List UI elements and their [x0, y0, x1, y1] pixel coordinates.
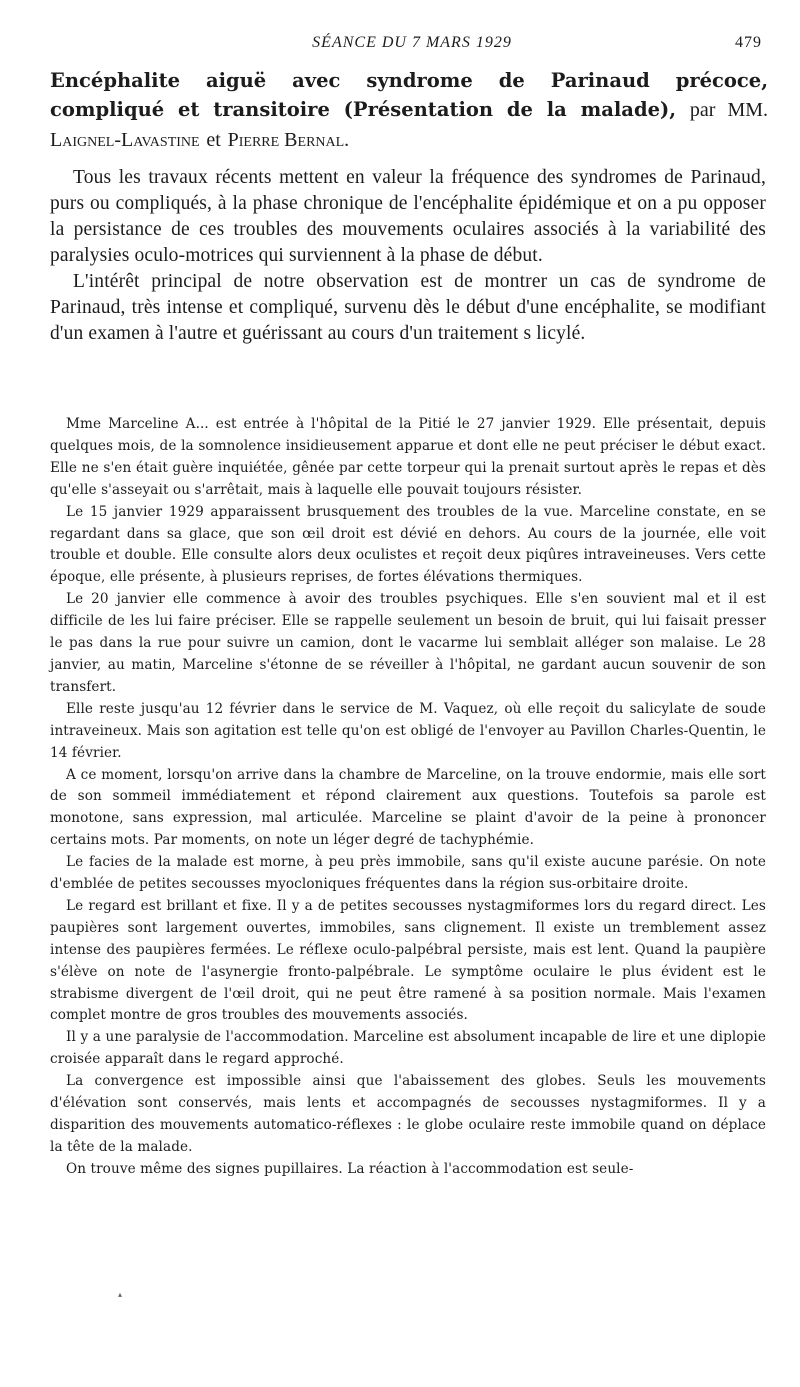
case-paragraph: A ce moment, lorsqu'on arrive dans la chambre de Marceline, on la trouve endormie, mais elle sort de son sommeil immédiatement et répond clairement aux questions. Toutefois sa parole est monotone, sans expression, mal articulée. Marceline se plaint d'avoir de la peine à prononcer certains mots. Par moments, on note un léger degré de tachyphémie.: [50, 766, 766, 849]
author-name-2: Pierre Bernal.: [227, 129, 350, 151]
case-paragraph: Il y a une paralysie de l'accommodation. Marceline est absolument incapable de lire et une diplopie croisée apparaît dans le regard approché.: [50, 1029, 766, 1068]
author-name-1: Laignel-Lavastine: [50, 129, 200, 151]
case-paragraph: Elle reste jusqu'au 12 février dans le service de M. Vaquez, où elle reçoit du salicylate de soude intraveineux. Mais son agitation est telle qu'on est obligé de l'envoyer au Pavillon Charles-Quentin, le 14 février.: [50, 700, 766, 761]
case-paragraph: Le facies de la malade est morne, à peu près immobile, sans qu'il existe aucune parésie. On note d'emblée de petites secousses myocloniques fréquentes dans la région sus-orbitaire droite.: [50, 854, 766, 893]
case-paragraph: Le 15 janvier 1929 apparaissent brusquement des troubles de la vue. Marceline constate, en se regardant dans sa glace, que son œil droit est dévié en dehors. Au cours de la journée, elle voit trouble et double. Elle consulte alors deux oculistes et reçoit deux piqûres intraveineuses. Vers cette époque, elle présente, à plusieurs reprises, de fortes élévations thermiques.: [50, 503, 766, 586]
article-title-block: [50, 66, 768, 155]
case-paragraph: Le regard est brillant et fixe. Il y a de petites secousses nystagmiformes lors du regard direct. Les paupières sont largement ouvertes, immobiles, sans clignement. Il existe un tremblement assez intense des paupières fermées. Le réflexe oculo-palpébral persiste, mais est lent. Quand la paupière s'élève on note de l'asynergie fronto-palpébrale. Le symptôme oculaire le plus évident est le strabisme divergent de l'œil droit, qui ne peut être ramené à sa position normale. Mais l'examen complet montre de gros troubles des mouvements associés.: [50, 897, 766, 1024]
case-report: [50, 414, 766, 1181]
intro-paragraph: Tous les travaux récents mettent en valeur la fréquence des syndromes de Parinaud, purs ou compliqués, à la phase chronique de l'encéphalite épidémique et on a pu opposer la persistance de ces troubles des mouvements oculaires associés à la variabilité des paralysies oculo-motrices qui surviennent à la phase de début.: [50, 167, 766, 266]
author-conjunction: et: [206, 129, 221, 151]
case-paragraph: Mme Marceline A... est entrée à l'hôpital de la Pitié le 27 janvier 1929. Elle présentait, depuis quelques mois, de la somnolence insidieusement apparue et dont elle ne peut préciser le début exact. Elle ne s'en était guère inquiétée, gênée par cette torpeur qui la prenait surtout après le repas et dès qu'elle s'asseyait ou s'arrêtait, mais à laquelle elle pouvait toujours résister.: [50, 416, 766, 498]
case-paragraph: Le 20 janvier elle commence à avoir des troubles psychiques. Elle s'en souvient mal et il est difficile de les lui faire préciser. Elle se rappelle seulement un besoin de bruit, qui lui faisait presser le pas dans la rue pour suivre un camion, dont le vacarme lui semblait alléger son malaise. Le 28 janvier, au matin, Marceline s'étonne de se réveiller à l'hôpital, ne gardant aucun souvenir de son transfert.: [50, 591, 766, 695]
case-paragraph: On trouve même des signes pupillaires. La réaction à l'accommodation est seule-: [66, 1160, 634, 1177]
article-title: Encéphalite aiguë avec syndrome de Parinaud précoce, compliqué et transitoire (Présentation de la malade),: [50, 69, 768, 121]
page-number: 479: [735, 34, 762, 51]
running-title: SÉANCE DU 7 MARS 1929: [312, 34, 512, 51]
introduction: [50, 165, 766, 347]
case-paragraph: La convergence est impossible ainsi que l'abaissement des globes. Seuls les mouvements d'élévation sont conservés, mais lents et accompagnés de secousses nystagmiformes. Il y a disparition des mouvements automatico-réflexes : le globe oculaire reste immobile quand on déplace la tête de la malade.: [50, 1073, 766, 1155]
print-speck: ▴: [118, 1290, 123, 1299]
intro-paragraph: L'intérêt principal de notre observation est de montrer un cas de syndrome de Parinaud, très intense et compliqué, survenu dès le début d'une encéphalite, se modifiant d'un examen à l'autre et guérissant au cours d'un traitement s licylé.: [50, 271, 766, 344]
author-prefix: par MM.: [689, 99, 769, 121]
